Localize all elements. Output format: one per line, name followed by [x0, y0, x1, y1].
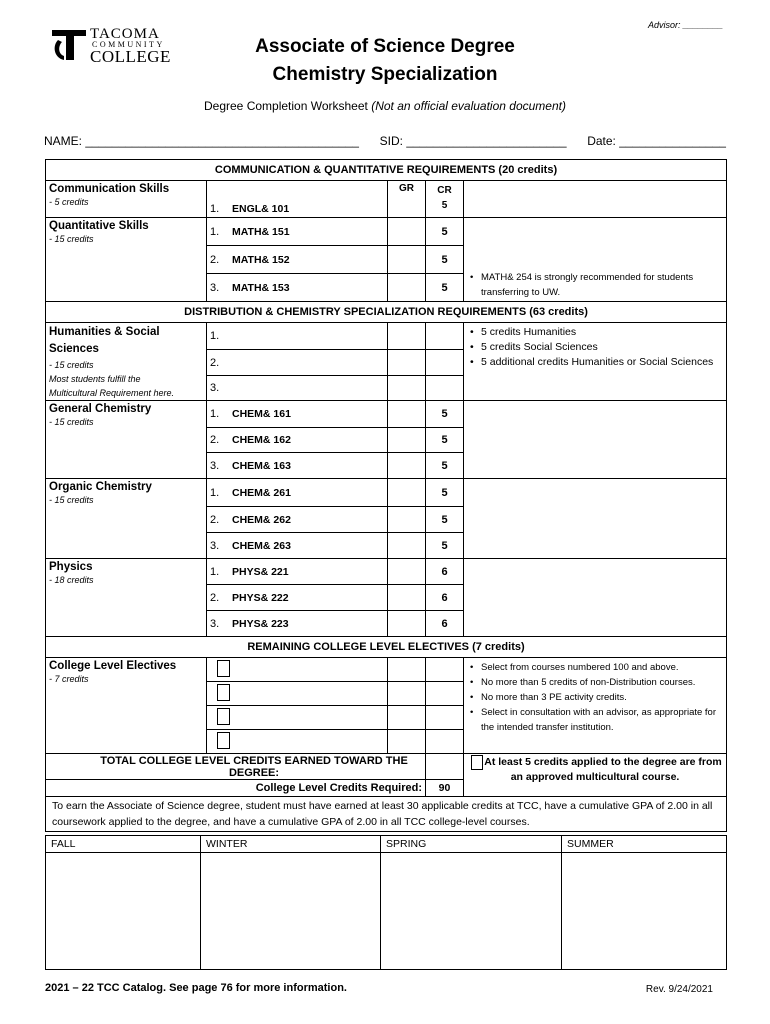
grade-cell[interactable] — [388, 323, 426, 350]
grade-cell[interactable] — [388, 706, 426, 730]
note-bullet: • MATH& 254 is strongly recommended for students transferring to UW. — [467, 270, 723, 300]
date-field[interactable]: Date: ________________ — [587, 134, 726, 148]
gen-chem-label: General Chemistry — [49, 403, 152, 415]
grade-cell[interactable] — [388, 611, 426, 637]
grade-cell[interactable] — [388, 401, 426, 428]
credit-cell[interactable] — [426, 730, 464, 754]
humanities-label-1: Humanities & Social — [49, 326, 160, 338]
note-bullet: • Select in consultation with an advisor, as appropriate for the intended transfer institution. — [467, 705, 723, 735]
course-number: 2. — [210, 591, 220, 604]
course-number: 2. — [210, 434, 220, 446]
notes-cell — [464, 181, 727, 218]
course-number: 1. — [210, 486, 220, 499]
note-bullet: • No more than 5 credits of non-Distribution courses. — [467, 675, 723, 690]
electives-notes-cell — [464, 658, 727, 754]
logo-text-tacoma: TACOMA — [90, 26, 160, 42]
electives-cell — [46, 658, 207, 754]
credit-cell[interactable] — [426, 706, 464, 730]
note-bullet: • 5 additional credits Humanities or Social Sciences — [467, 355, 723, 370]
grade-cell[interactable] — [388, 428, 426, 453]
term-spring-header: SPRING — [381, 836, 562, 853]
comm-skills-label: Communication Skills — [49, 183, 170, 195]
course-credits: 5 — [426, 246, 464, 274]
physics-label: Physics — [49, 561, 93, 573]
course-number: 3. — [210, 617, 220, 630]
course-number: 1. — [210, 408, 220, 420]
page-title — [0, 33, 770, 89]
grade-cell[interactable] — [388, 507, 426, 533]
course-cell[interactable] — [207, 453, 388, 479]
course-name: PHYS& 222 — [232, 591, 289, 604]
electives-credits: - 7 credits — [49, 674, 89, 684]
student-info-line — [44, 134, 726, 148]
grade-cell[interactable] — [388, 730, 426, 754]
grade-cell[interactable] — [388, 375, 426, 400]
course-cell[interactable] — [207, 246, 388, 274]
revision-date: Rev. 9/24/2021 — [645, 984, 713, 995]
course-number: 2. — [210, 513, 220, 526]
note-bullet: • Select from courses numbered 100 and above. — [467, 660, 723, 675]
quant-skills-cell — [46, 218, 207, 302]
term-fall-header: FALL — [46, 836, 201, 853]
elective-course-cell[interactable] — [207, 730, 388, 754]
gen-chem-credits: - 15 credits — [49, 417, 94, 427]
electives-label: College Level Electives — [49, 660, 177, 672]
humanities-credits: - 15 credits — [49, 360, 94, 370]
name-field[interactable]: NAME: _________________________________________ — [44, 134, 359, 148]
grade-cell[interactable] — [388, 658, 426, 682]
degree-requirements-note: To earn the Associate of Science degree, student must have earned at least 30 applicable credits at TCC, have a cumulative GPA of 2.00 in all coursework applied to the degree, and have a cumulative GPA of 2.00 in all TCC college-level courses. — [46, 797, 727, 832]
total-earned-value[interactable] — [426, 754, 464, 780]
course-credits: 5 — [426, 428, 464, 453]
term-winter-cell[interactable] — [201, 853, 381, 970]
quant-skills-credits: - 15 credits — [49, 234, 94, 244]
org-chem-cell — [46, 479, 207, 559]
credit-cell[interactable] — [426, 323, 464, 350]
grade-cell[interactable] — [388, 246, 426, 274]
physics-credits: - 18 credits — [49, 575, 94, 585]
course-number: 2. — [210, 356, 220, 369]
course-credits: 5 — [426, 507, 464, 533]
elective-checkbox[interactable] — [217, 732, 230, 749]
course-cell[interactable] — [207, 181, 388, 218]
cr-header: CR — [437, 185, 452, 196]
course-cell[interactable] — [207, 323, 388, 350]
grade-cell[interactable] — [388, 682, 426, 706]
course-credits: 5 — [426, 453, 464, 479]
requirements-table — [45, 159, 727, 832]
grade-cell[interactable] — [388, 453, 426, 479]
credits-required-label: College Level Credits Required: — [46, 780, 426, 797]
grade-cell[interactable] — [388, 479, 426, 507]
term-summer-cell[interactable] — [562, 853, 727, 970]
course-credits: 6 — [426, 559, 464, 585]
term-plan-table — [45, 835, 727, 970]
quant-notes-cell — [464, 218, 727, 302]
note-bullet: • No more than 3 PE activity credits. — [467, 690, 723, 705]
credits-required-value: 90 — [426, 780, 464, 797]
advisor-field[interactable]: Advisor: ________ — [647, 20, 723, 30]
course-number: 3. — [210, 281, 220, 294]
course-name: CHEM& 263 — [232, 539, 291, 552]
course-number: 1. — [210, 330, 220, 343]
course-credits: 5 — [426, 479, 464, 507]
course-cell[interactable] — [207, 218, 388, 246]
course-cell[interactable] — [207, 375, 388, 400]
term-fall-cell[interactable] — [46, 853, 201, 970]
course-name: CHEM& 162 — [232, 434, 291, 446]
term-summer-header: SUMMER — [562, 836, 727, 853]
term-winter-header: WINTER — [201, 836, 381, 853]
course-cell[interactable] — [207, 585, 388, 611]
grade-cell[interactable] — [388, 350, 426, 375]
term-spring-cell[interactable] — [381, 853, 562, 970]
course-cell[interactable] — [207, 507, 388, 533]
multicultural-note-1: Most students fulfill the — [49, 374, 141, 384]
course-cell[interactable] — [207, 274, 388, 302]
elective-checkbox[interactable] — [217, 684, 230, 701]
logo-text-community: COMMUNITY — [92, 40, 165, 49]
course-name: ENGL& 101 — [232, 203, 290, 215]
course-number: 3. — [210, 459, 220, 472]
comm-skills-cell — [46, 181, 207, 218]
credit-cell[interactable] — [426, 375, 464, 400]
course-cell[interactable] — [207, 479, 388, 507]
catalog-footer: 2021 – 22 TCC Catalog. See page 76 for more information. — [45, 982, 347, 994]
credit-cell[interactable] — [426, 658, 464, 682]
course-name: MATH& 152 — [232, 253, 290, 266]
grade-cell[interactable] — [388, 274, 426, 302]
physics-cell — [46, 559, 207, 637]
grade-cell[interactable] — [388, 559, 426, 585]
section-header-comm-quant: COMMUNICATION & QUANTITATIVE REQUIREMENTS (20 credits) — [46, 160, 727, 181]
grade-cell[interactable] — [388, 218, 426, 246]
total-earned-label: TOTAL COLLEGE LEVEL CREDITS EARNED TOWARD THE DEGREE: — [46, 754, 426, 780]
course-credits: 5 — [441, 200, 448, 211]
course-name: CHEM& 161 — [232, 408, 291, 420]
humanities-cell — [46, 323, 207, 401]
course-name: CHEM& 163 — [232, 459, 291, 472]
subtitle-main: Degree Completion Worksheet — [204, 99, 368, 113]
subtitle-disclaimer: (Not an official evaluation document) — [371, 99, 566, 113]
gen-chem-cell — [46, 401, 207, 479]
logo-text-college: COLLEGE — [90, 47, 171, 66]
title-line-2: Chemistry Specialization — [272, 64, 498, 85]
course-number: 1. — [210, 225, 220, 238]
quant-skills-label: Quantitative Skills — [49, 220, 149, 232]
gr-header: GR — [399, 183, 414, 194]
multicultural-checkbox[interactable] — [471, 755, 483, 770]
notes-cell — [464, 479, 727, 559]
course-name: CHEM& 262 — [232, 513, 291, 526]
course-name: MATH& 151 — [232, 225, 290, 238]
multicultural-cell — [464, 754, 727, 797]
multicultural-note-2: Multicultural Requirement here. — [49, 388, 175, 398]
elective-course-cell[interactable] — [207, 706, 388, 730]
course-name: PHYS& 221 — [232, 565, 289, 578]
notes-cell — [464, 559, 727, 637]
course-number: 2. — [210, 253, 220, 266]
elective-course-cell[interactable] — [207, 658, 388, 682]
elective-checkbox[interactable] — [217, 660, 230, 677]
note-bullet: • 5 credits Social Sciences — [467, 340, 723, 355]
course-number: 1. — [210, 203, 220, 215]
grade-cell[interactable] — [388, 533, 426, 559]
comm-skills-credits: - 5 credits — [49, 197, 89, 207]
note-bullet: • 5 credits Humanities — [467, 325, 723, 340]
course-credits: 5 — [426, 218, 464, 246]
section-header-electives: REMAINING COLLEGE LEVEL ELECTIVES (7 credits) — [46, 637, 727, 658]
elective-checkbox[interactable] — [217, 708, 230, 725]
notes-cell — [464, 401, 727, 479]
credit-cell[interactable] — [426, 682, 464, 706]
course-cell[interactable] — [207, 350, 388, 375]
course-credits: 6 — [426, 611, 464, 637]
course-number: 1. — [210, 565, 220, 578]
grade-cell[interactable] — [388, 181, 426, 218]
course-credits: 5 — [426, 274, 464, 302]
course-cell[interactable] — [207, 401, 388, 428]
sid-field[interactable]: SID: ________________________ — [379, 134, 567, 148]
humanities-label-2: Sciences — [49, 343, 99, 355]
section-header-distribution: DISTRIBUTION & CHEMISTRY SPECIALIZATION REQUIREMENTS (63 credits) — [46, 302, 727, 323]
page-subtitle — [0, 99, 770, 113]
course-cell[interactable] — [207, 428, 388, 453]
humanities-notes-cell — [464, 323, 727, 401]
course-name: MATH& 153 — [232, 281, 290, 294]
grade-cell[interactable] — [388, 585, 426, 611]
course-number: 3. — [210, 381, 220, 394]
course-cell[interactable] — [207, 559, 388, 585]
course-credits: 5 — [426, 401, 464, 428]
course-credits: 5 — [426, 533, 464, 559]
org-chem-credits: - 15 credits — [49, 495, 94, 505]
credit-cell[interactable] — [426, 350, 464, 375]
course-name: CHEM& 261 — [232, 486, 291, 499]
title-line-1: Associate of Science Degree — [255, 36, 515, 57]
course-name: PHYS& 223 — [232, 617, 289, 630]
course-cell[interactable] — [207, 533, 388, 559]
course-number: 3. — [210, 539, 220, 552]
course-credits: 6 — [426, 585, 464, 611]
elective-course-cell[interactable] — [207, 682, 388, 706]
credit-cell — [426, 181, 464, 218]
org-chem-label: Organic Chemistry — [49, 481, 152, 493]
course-cell[interactable] — [207, 611, 388, 637]
multicultural-text: At least 5 credits applied to the degree are from an approved multicultural course. — [484, 756, 722, 783]
